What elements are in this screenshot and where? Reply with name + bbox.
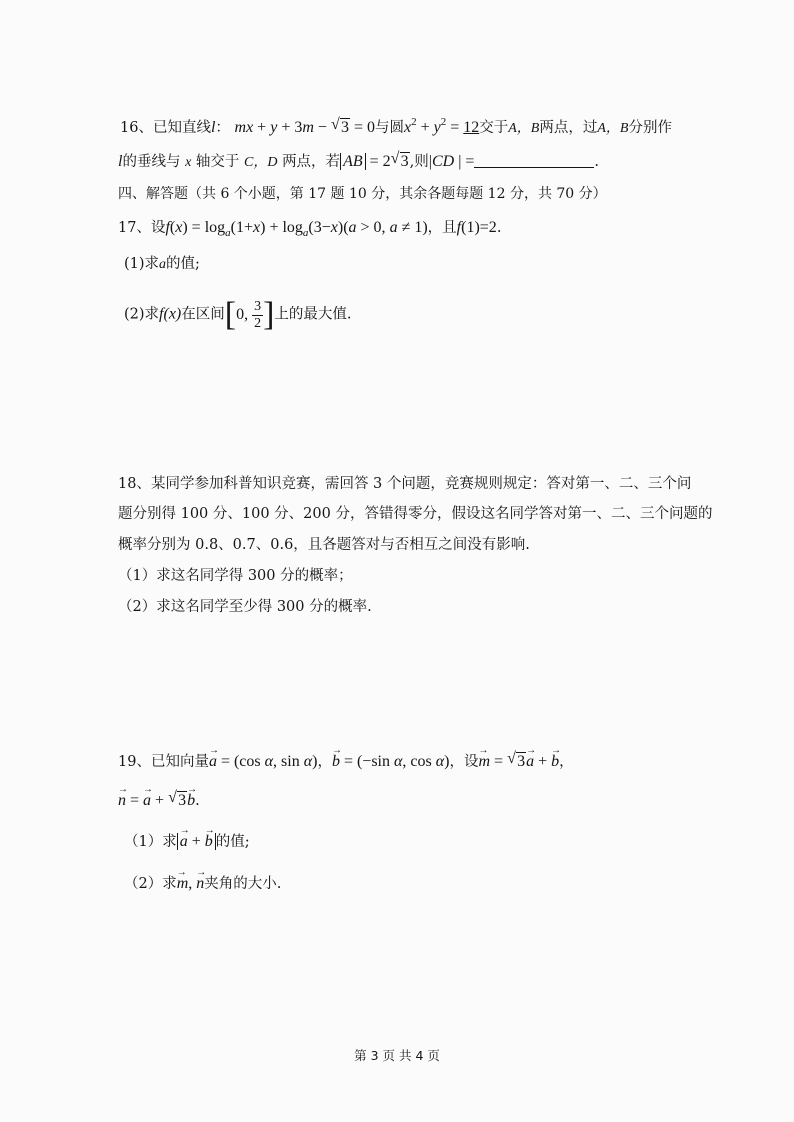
q16-text-points: 两点，过 xyxy=(539,120,598,136)
page-footer: 第 3 页 共 4 页 xyxy=(354,1048,440,1063)
q16-end: . xyxy=(594,154,600,170)
q19-part1-tail: 的值; xyxy=(215,834,250,850)
q17-line1 xyxy=(118,218,794,243)
answer-blank[interactable] xyxy=(474,153,594,168)
q19-part2-label: （2）求 xyxy=(124,876,177,892)
q19-part2-expr: m →, n → xyxy=(177,875,205,892)
q17-part2 xyxy=(124,298,794,332)
q16-ab-condition: AB = 2√ 3 xyxy=(340,153,410,170)
q16-points-cd: C，D xyxy=(244,155,278,170)
section-heading: 四、解答题（共 6 个小题，第 17 题 10 分，其余各题每题 12 分，共 70 分） xyxy=(118,186,607,202)
q17-part2-label: (2)求 xyxy=(124,306,160,323)
q18-line1: 18、某同学参加科普知识竞赛，需回答 3 个问题，竞赛规则规定：答对第一、二、三个问 xyxy=(118,476,692,492)
q16-text-circle: 与圆 xyxy=(374,120,404,136)
q16-text-if: 两点，若 xyxy=(282,154,341,170)
q16-points-ab-2: A，B xyxy=(597,121,629,136)
q17-part1 xyxy=(124,254,794,275)
q17-part2-fx: f(x) xyxy=(159,305,182,323)
q16-text-intersect: 交于 xyxy=(479,120,509,136)
q19-text-set: ，设 xyxy=(449,754,479,770)
q18-line3: 概率分别为 0.8、0.7、0.6，且各题答对与否相互之间没有影响. xyxy=(118,537,530,553)
q16-then: ,则 xyxy=(409,154,429,170)
q16-text: 已知直线 xyxy=(152,120,211,136)
q19-part2 xyxy=(124,874,794,894)
q19-line2: n → = a → + √ 3b →. xyxy=(118,791,794,811)
q17-text-and: ，且 xyxy=(427,220,457,236)
q19-line1: 19、已知向量a → = (cos α, sin α)，b → = (−sin α, cos α)，设m → = √ 3a → + b →， xyxy=(118,752,794,772)
q19-number: 19、 xyxy=(118,754,151,770)
q16-text-axis: 轴交于 xyxy=(195,154,240,170)
q17-part2-tail: 上的最大值. xyxy=(274,306,352,323)
q16-line-name-2: l xyxy=(118,153,123,170)
q17-end: . xyxy=(496,220,502,236)
q16-line-equation: mx + y + 3m − √ 3 = 0 xyxy=(235,119,375,136)
q17-number: 17、 xyxy=(118,220,151,236)
q19-part1-label: （1）求 xyxy=(124,834,177,850)
q19-part1 xyxy=(124,832,794,852)
q16-line2 xyxy=(118,152,794,173)
q16-cd: |CD | = xyxy=(428,153,475,170)
q16-line-name: l xyxy=(210,119,216,136)
q18-part2: （2）求这名同学至少得 300 分的概率. xyxy=(118,599,372,615)
q17-interval: [0, $\frac{3}{2}$ ] xyxy=(224,296,275,333)
q16-circle-equation: $x^2 + y^2 = 12$ xyxy=(403,116,480,136)
q16-axis: x xyxy=(185,155,192,170)
q19-vector-m: m → = √ 3a → + b → xyxy=(478,753,559,770)
q19-vector-a: a → = (cos α, sin α) xyxy=(209,753,318,770)
q18-part1: （1）求这名同学得 300 分的概率； xyxy=(118,568,353,584)
q17-text: 设 xyxy=(150,220,166,236)
q16-points-ab: A，B xyxy=(508,121,540,136)
q17-condition: f(1)=2 xyxy=(456,219,497,236)
q16-number: 16、 xyxy=(120,120,153,136)
q17-part2-mid: 在区间 xyxy=(181,306,225,323)
q19-vector-n: n → = a → + √ 3b → xyxy=(118,792,195,809)
q16-text-perp: 的垂线与 xyxy=(122,154,181,170)
q17-part1-tail: 的值; xyxy=(166,256,200,272)
q19-part2-tail: 夹角的大小. xyxy=(204,876,282,892)
q17-formula: $f(x) = \log_a(1+x) + \log_a(3-x)(a > 0$, a ≠ 1) xyxy=(165,219,428,239)
q16-line1: 16、已知直线l： mx + y + 3m − √ 3 = 0与圆$x^2 + y^2 = 12$交于A，B两点，过A，B分别作 xyxy=(120,112,794,139)
q18-line2: 题分别得 100 分、100 分、200 分，答错得零分，假设这名同学答对第一、二、三个问题的 xyxy=(118,506,713,522)
q19-part1-expr: a → + b → xyxy=(177,833,216,850)
q16-text-tail: 分别作 xyxy=(628,120,672,136)
q19-text: 已知向量 xyxy=(150,754,209,770)
q19-vector-b: b → = (−sin α, cos α) xyxy=(332,753,450,770)
q17-part1-var: a xyxy=(159,257,167,272)
q17-part1-label: (1)求 xyxy=(124,256,160,272)
